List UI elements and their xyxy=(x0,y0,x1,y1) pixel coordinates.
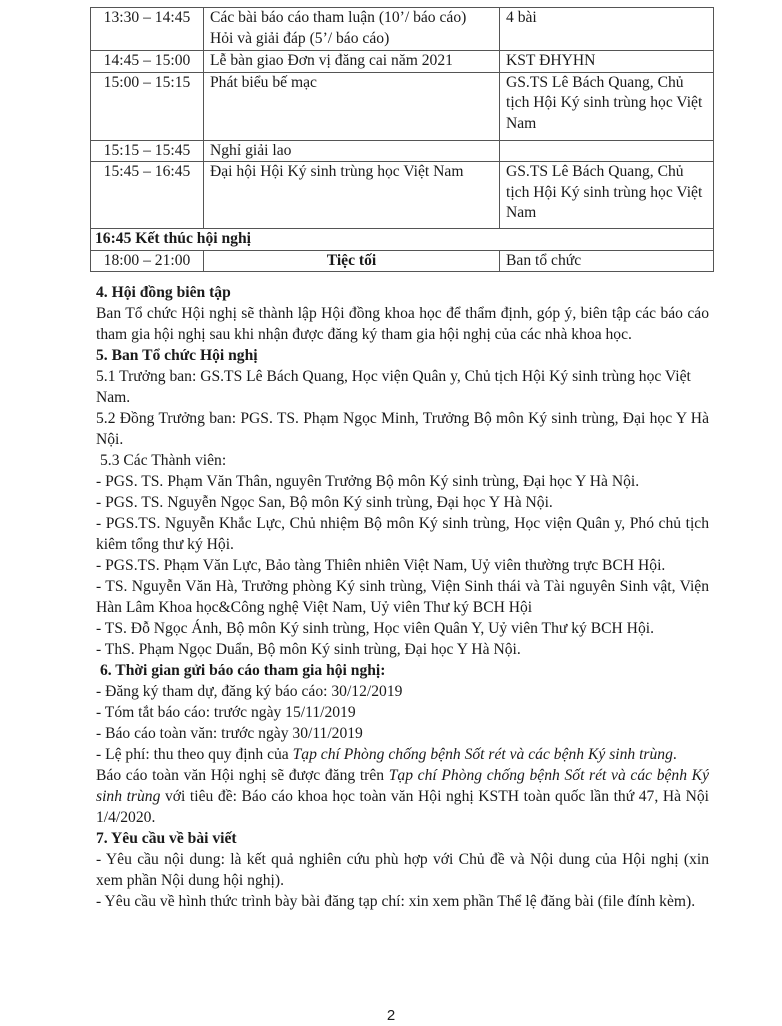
activity-cell: Nghỉ giải lao xyxy=(204,140,500,162)
table-row xyxy=(91,162,714,229)
table-row xyxy=(91,72,714,140)
time-cell: 15:15 – 15:45 xyxy=(91,140,204,162)
text: . xyxy=(672,746,677,763)
person-cell: 4 bài xyxy=(500,8,714,51)
table-row xyxy=(91,250,714,272)
list-item: - TS. Nguyễn Văn Hà, Trưởng phòng Ký sinh trùng, Viện Sinh thái và Tài nguyên Sinh vật, Viện Hàn Lâm Khoa học&Công nghệ Việt Nam, Uỷ viên Thư ký BCH Hội xyxy=(96,578,709,616)
journal-name: Tạp chí Phòng chống bệnh Sốt rét và các bệnh Ký sinh trùng xyxy=(292,746,673,763)
list-item xyxy=(96,744,709,765)
list-item: - PGS. TS. Phạm Văn Thân, nguyên Trưởng Bộ môn Ký sinh trùng, Đại học Y Hà Nội. xyxy=(96,473,640,490)
list-item: - Báo cáo toàn văn: trước ngày 30/11/2019 xyxy=(96,725,363,742)
person-cell xyxy=(500,140,714,162)
activity-cell: Phát biểu bế mạc xyxy=(204,72,500,140)
person-cell: Ban tổ chức xyxy=(500,250,714,272)
time-cell: 15:00 – 15:15 xyxy=(91,72,204,140)
section-heading: 7. Yêu cầu về bài viết xyxy=(96,830,237,847)
table-row-end xyxy=(91,229,714,251)
table-row xyxy=(91,51,714,73)
section-heading: 6. Thời gian gửi báo cáo tham gia hội nghị: xyxy=(100,662,386,679)
paragraph: Ban Tổ chức Hội nghị sẽ thành lập Hội đồng khoa học để thẩm định, góp ý, biên tập các báo cáo tham gia hội nghị sau khi nhận được đăng ký tham gia hội nghị của các nhà khoa học. xyxy=(96,305,709,343)
text: - Lệ phí: thu theo quy định của xyxy=(96,746,293,763)
page-number: 2 xyxy=(386,1007,396,1024)
activity-cell: Tiệc tối xyxy=(204,250,500,272)
person-cell: KST ĐHYHN xyxy=(500,51,714,73)
activity-cell xyxy=(204,8,500,51)
list-item: - PGS.TS. Nguyễn Khắc Lực, Chủ nhiệm Bộ môn Ký sinh trùng, Học viện Quân y, Phó chủ tịch kiêm tổng thư ký Hội. xyxy=(96,515,709,553)
paragraph: 5.3 Các Thành viên: xyxy=(100,452,227,469)
text: Báo cáo toàn văn Hội nghị sẽ được đăng trên xyxy=(96,767,389,784)
list-item: - Yêu cầu về hình thức trình bày bài đăng tạp chí: xin xem phần Thể lệ đăng bài (file đính kèm). xyxy=(96,893,696,910)
section-heading: 5. Ban Tổ chức Hội nghị xyxy=(96,347,258,364)
journal-name: Tạp chí Phòng chống bệnh Sốt rét và các bệnh Ký sinh trùng xyxy=(96,767,709,805)
list-item: - TS. Đỗ Ngọc Ánh, Bộ môn Ký sinh trùng, Học viên Quân Y, Uỷ viên Thư ký BCH Hội. xyxy=(96,620,654,637)
activity-cell: Đại hội Hội Ký sinh trùng học Việt Nam xyxy=(204,162,500,229)
activity-line: Các bài báo cáo tham luận (10’/ báo cáo) xyxy=(210,9,467,26)
paragraph xyxy=(96,765,709,828)
time-cell: 15:45 – 16:45 xyxy=(91,162,204,229)
list-item: - Tóm tắt báo cáo: trước ngày 15/11/2019 xyxy=(96,704,356,721)
text: với tiêu đề: Báo cáo khoa học toàn văn Hội nghị KSTH toàn quốc lần thứ 47, Hà Nội 1/4/2020. xyxy=(96,788,709,826)
list-item: - PGS. TS. Nguyễn Ngọc San, Bộ môn Ký sinh trùng, Đại học Y Hà Nội. xyxy=(96,494,553,511)
list-item: - PGS.TS. Phạm Văn Lực, Bảo tàng Thiên nhiên Việt Nam, Uỷ viên thường trực BCH Hội. xyxy=(96,557,666,574)
schedule-table xyxy=(90,7,714,272)
time-cell: 18:00 – 21:00 xyxy=(91,250,204,272)
table-row xyxy=(91,8,714,51)
activity-cell: Lễ bàn giao Đơn vị đăng cai năm 2021 xyxy=(204,51,500,73)
paragraph: 5.1 Trưởng ban: GS.TS Lê Bách Quang, Học viện Quân y, Chủ tịch Hội Ký sinh trùng học Việt Nam. xyxy=(96,368,691,406)
person-cell: GS.TS Lê Bách Quang, Chủ tịch Hội Ký sinh trùng học Việt Nam xyxy=(500,72,714,140)
time-cell: 14:45 – 15:00 xyxy=(91,51,204,73)
section-heading: 4. Hội đồng biên tập xyxy=(96,284,231,301)
list-item: - Đăng ký tham dự, đăng ký báo cáo: 30/12/2019 xyxy=(96,683,403,700)
activity-line: Hỏi và giải đáp (5’/ báo cáo) xyxy=(210,29,390,47)
document-body xyxy=(96,282,709,912)
list-item: - Yêu cầu nội dung: là kết quả nghiên cứu phù hợp với Chủ đề và Nội dung của Hội nghị (xin xem phần Nội dung hội nghị). xyxy=(96,851,709,889)
list-item: - ThS. Phạm Ngọc Duẩn, Bộ môn Ký sinh trùng, Đại học Y Hà Nội. xyxy=(96,641,521,658)
table-row xyxy=(91,140,714,162)
paragraph: 5.2 Đồng Trưởng ban: PGS. TS. Phạm Ngọc Minh, Trưởng Bộ môn Ký sinh trùng, Đại học Y Hà Nội. xyxy=(96,410,709,448)
end-of-conference-cell: 16:45 Kết thúc hội nghị xyxy=(91,229,714,251)
person-cell: GS.TS Lê Bách Quang, Chủ tịch Hội Ký sinh trùng học Việt Nam xyxy=(500,162,714,229)
time-cell: 13:30 – 14:45 xyxy=(91,8,204,51)
